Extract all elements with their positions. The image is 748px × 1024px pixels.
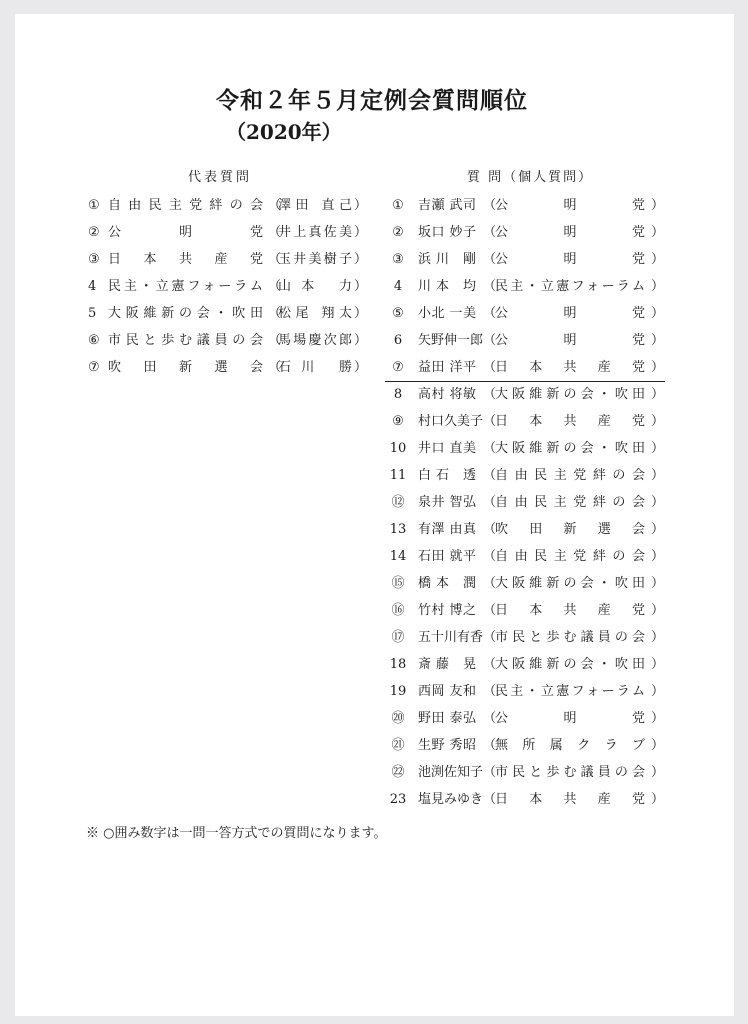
party-name: 自由民主党絆の会: [495, 549, 645, 564]
party-name: 公明党: [495, 252, 645, 267]
party-name: 大阪維新の会・吹田: [495, 441, 645, 456]
open-paren: （: [483, 252, 497, 267]
open-paren: （: [483, 684, 497, 699]
close-paren: ）: [651, 576, 665, 591]
open-paren: （: [268, 252, 282, 267]
close-paren: ）: [354, 306, 368, 321]
close-paren: ）: [651, 441, 665, 456]
order-number: ⑳: [391, 711, 405, 726]
open-paren: （: [483, 549, 497, 564]
member-name: 浜川 剛: [418, 252, 476, 267]
close-paren: ）: [651, 522, 665, 537]
party-name: 日本共産党: [495, 603, 645, 618]
member-name: 橋本 潤: [418, 576, 476, 591]
section-divider: [385, 381, 665, 382]
order-number: 4: [393, 279, 403, 294]
close-paren: ）: [354, 252, 368, 267]
member-name: 川本 均: [418, 279, 476, 294]
open-paren: （: [483, 225, 497, 240]
party-name: 公明党: [495, 225, 645, 240]
close-paren: ）: [651, 792, 665, 807]
close-paren: ）: [651, 765, 665, 780]
member-name: 山本 力: [278, 279, 352, 294]
party-name: 日本共産党: [495, 360, 645, 375]
member-name: 池渕佐知子: [418, 765, 484, 780]
order-number: ⑤: [392, 306, 404, 321]
close-paren: ）: [651, 603, 665, 618]
representative-row: [88, 304, 368, 331]
close-paren: ）: [651, 495, 665, 510]
member-name: 吉瀬 武司: [418, 198, 476, 213]
party-name: 公明党: [108, 225, 263, 240]
close-paren: ）: [354, 333, 368, 348]
open-paren: （: [483, 657, 497, 672]
individual-row: [385, 466, 665, 493]
order-number: ①: [392, 198, 404, 213]
individual-row: [385, 736, 665, 763]
individual-row: [385, 628, 665, 655]
open-paren: （: [268, 198, 282, 213]
order-number: ㉒: [391, 765, 405, 780]
representative-row: [88, 250, 368, 277]
member-name: 泉井 智弘: [418, 495, 476, 510]
open-paren: （: [483, 522, 497, 537]
individual-row: [385, 223, 665, 250]
order-number: 19: [389, 684, 407, 699]
individual-row: [385, 682, 665, 709]
individual-row: [385, 655, 665, 682]
order-number: 23: [389, 792, 407, 807]
open-paren: （: [268, 225, 282, 240]
party-name: 公明党: [495, 333, 645, 348]
member-name: 五十川有香: [418, 630, 484, 645]
footnote: ※ ○囲み数字は一問一答方式での質問になります。: [86, 826, 387, 841]
order-number: ①: [88, 198, 100, 213]
member-name: 石田 就平: [418, 549, 476, 564]
open-paren: （: [483, 306, 497, 321]
member-name: 生野 秀昭: [418, 738, 476, 753]
member-name: 矢野伸一郎: [418, 333, 484, 348]
close-paren: ）: [651, 225, 665, 240]
order-number: ⑰: [391, 630, 405, 645]
party-name: 大阪維新の会・吹田: [495, 657, 645, 672]
party-name: 日本共産党: [495, 792, 645, 807]
close-paren: ）: [354, 360, 368, 375]
member-name: 高村 将敏: [418, 387, 476, 402]
representative-row: [88, 358, 368, 385]
close-paren: ）: [651, 279, 665, 294]
representative-row: [88, 196, 368, 223]
close-paren: ）: [651, 252, 665, 267]
open-paren: （: [483, 333, 497, 348]
close-paren: ）: [651, 387, 665, 402]
order-number: 14: [389, 549, 407, 564]
close-paren: ）: [651, 657, 665, 672]
party-name: 民主・立憲フォーラム: [495, 279, 645, 294]
open-paren: （: [483, 387, 497, 402]
order-number: 18: [389, 657, 407, 672]
representative-row: [88, 223, 368, 250]
individual-row: [385, 709, 665, 736]
order-number: ㉑: [391, 738, 405, 753]
open-paren: （: [483, 441, 497, 456]
individual-row: [385, 385, 665, 412]
member-name: 村口久美子: [418, 414, 484, 429]
member-name: 斎藤 晃: [418, 657, 476, 672]
open-paren: （: [483, 711, 497, 726]
individual-row: [385, 304, 665, 331]
representative-heading: 代表質問: [188, 170, 253, 185]
close-paren: ）: [651, 630, 665, 645]
close-paren: ）: [651, 198, 665, 213]
order-number: 4: [88, 279, 97, 294]
individual-row: [385, 547, 665, 574]
individual-row: [385, 574, 665, 601]
member-name: 小北 一美: [418, 306, 476, 321]
member-name: 益田 洋平: [418, 360, 476, 375]
open-paren: （: [268, 306, 282, 321]
individual-row: [385, 196, 665, 223]
open-paren: （: [483, 576, 497, 591]
close-paren: ）: [651, 360, 665, 375]
individual-row: [385, 331, 665, 358]
party-name: 大阪維新の会・吹田: [495, 576, 645, 591]
order-number: ⑮: [391, 576, 405, 591]
party-name: 自由民主党絆の会: [108, 198, 263, 213]
individual-row: [385, 763, 665, 790]
close-paren: ）: [651, 711, 665, 726]
page-title: 令和２年５月定例会質問順位: [216, 87, 528, 114]
order-number: 5: [88, 306, 97, 321]
member-name: 有澤 由真: [418, 522, 476, 537]
close-paren: ）: [651, 306, 665, 321]
individual-row: [385, 277, 665, 304]
open-paren: （: [268, 360, 282, 375]
order-number: 11: [389, 468, 407, 483]
open-paren: （: [268, 333, 282, 348]
open-paren: （: [483, 279, 497, 294]
individual-heading: 質 問（個人質問）: [467, 170, 594, 185]
party-name: 自由民主党絆の会: [495, 495, 645, 510]
party-name: 日本共産党: [108, 252, 263, 267]
open-paren: （: [483, 792, 497, 807]
party-name: 自由民主党絆の会: [495, 468, 645, 483]
open-paren: （: [483, 468, 497, 483]
open-paren: （: [483, 495, 497, 510]
close-paren: ）: [651, 333, 665, 348]
member-name: 井口 直美: [418, 441, 476, 456]
individual-row: [385, 250, 665, 277]
party-name: 吹田新選会: [108, 360, 263, 375]
member-name: 松尾 翔太: [278, 306, 352, 321]
member-name: 澤田 直己: [278, 198, 352, 213]
party-name: 大阪維新の会・吹田: [495, 387, 645, 402]
party-name: 公明党: [495, 711, 645, 726]
party-name: 市民と歩む議員の会: [108, 333, 263, 348]
order-number: 8: [393, 387, 403, 402]
close-paren: ）: [651, 684, 665, 699]
open-paren: （: [483, 414, 497, 429]
party-name: 大阪維新の会・吹田: [108, 306, 263, 321]
order-number: ③: [88, 252, 100, 267]
member-name: 塩見みゆき: [418, 792, 484, 807]
open-paren: （: [483, 738, 497, 753]
member-name: 玉井美樹子: [278, 252, 352, 267]
party-name: 市民と歩む議員の会: [495, 630, 645, 645]
party-name: 吹田新選会: [495, 522, 645, 537]
party-name: 公明党: [495, 306, 645, 321]
order-number: 13: [389, 522, 407, 537]
individual-row: [385, 439, 665, 466]
close-paren: ）: [651, 468, 665, 483]
individual-row: [385, 520, 665, 547]
individual-row: [385, 601, 665, 628]
individual-row: [385, 493, 665, 520]
order-number: ⑯: [391, 603, 405, 618]
party-name: 市民と歩む議員の会: [495, 765, 645, 780]
order-number: ⑥: [88, 333, 100, 348]
close-paren: ）: [354, 279, 368, 294]
member-name: 竹村 博之: [418, 603, 476, 618]
open-paren: （: [483, 630, 497, 645]
close-paren: ）: [354, 198, 368, 213]
member-name: 白石 透: [418, 468, 476, 483]
member-name: 石川 勝: [278, 360, 352, 375]
party-name: 日本共産党: [495, 414, 645, 429]
order-number: ⑦: [88, 360, 100, 375]
party-name: 民主・立憲フォーラム: [495, 684, 645, 699]
close-paren: ）: [651, 738, 665, 753]
member-name: 坂口 妙子: [418, 225, 476, 240]
open-paren: （: [483, 603, 497, 618]
page-subtitle: （2020年）: [226, 120, 342, 144]
party-name: 公明党: [495, 198, 645, 213]
open-paren: （: [268, 279, 282, 294]
individual-row: [385, 412, 665, 439]
order-number: ②: [88, 225, 100, 240]
order-number: ⑫: [391, 495, 405, 510]
order-number: ⑦: [392, 360, 404, 375]
representative-row: [88, 277, 368, 304]
order-number: ③: [392, 252, 404, 267]
order-number: 10: [389, 441, 407, 456]
individual-row: [385, 790, 665, 817]
representative-row: [88, 331, 368, 358]
party-name: 民主・立憲フォーラム: [108, 279, 263, 294]
order-number: ②: [392, 225, 404, 240]
close-paren: ）: [651, 549, 665, 564]
open-paren: （: [483, 198, 497, 213]
representative-question-list: [88, 196, 368, 385]
member-name: 西岡 友和: [418, 684, 476, 699]
member-name: 野田 泰弘: [418, 711, 476, 726]
member-name: 井上真佐美: [278, 225, 352, 240]
open-paren: （: [483, 765, 497, 780]
order-number: ⑨: [392, 414, 404, 429]
party-name: 無所属クラブ: [495, 738, 645, 753]
close-paren: ）: [651, 414, 665, 429]
close-paren: ）: [354, 225, 368, 240]
individual-question-list: [385, 196, 665, 817]
open-paren: （: [483, 360, 497, 375]
member-name: 馬場慶次郎: [278, 333, 352, 348]
order-number: 6: [393, 333, 403, 348]
